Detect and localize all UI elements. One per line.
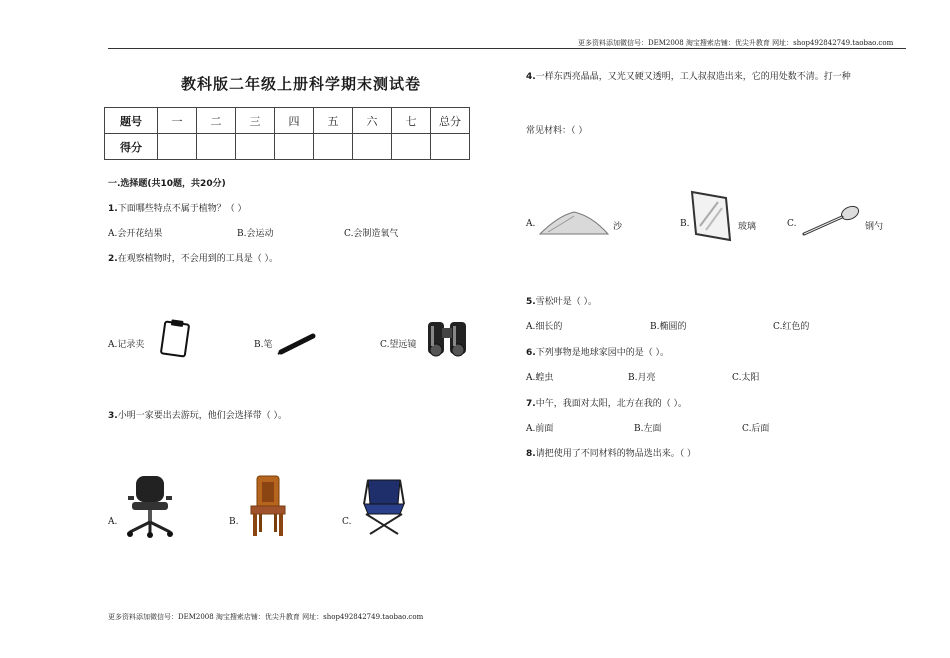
q1-option-b[interactable]: B.会运动 [237, 229, 274, 239]
score-table [104, 107, 470, 160]
score-table-cell: 六 [353, 108, 392, 134]
question-1 [108, 201, 247, 214]
wooden-chair-icon [245, 474, 291, 538]
q2-option-b[interactable]: B.笔 [254, 340, 273, 350]
score-table-cell: 得分 [105, 134, 158, 160]
score-input-cell[interactable] [431, 134, 470, 160]
score-input-cell[interactable] [353, 134, 392, 160]
score-input-cell[interactable] [158, 134, 197, 160]
q7-option-c[interactable]: C.后面 [742, 424, 770, 434]
q6-option-b[interactable]: B.月亮 [628, 373, 656, 383]
q4-option-c[interactable]: C. [787, 219, 797, 229]
question-text: 在观察植物时，不会用到的工具是（ ）。 [117, 254, 279, 264]
sand-pile-icon [538, 206, 610, 238]
score-table-cell: 题号 [105, 108, 158, 134]
q3-option-b[interactable]: B. [229, 517, 239, 527]
question-number: 7. [526, 399, 536, 409]
page-title: 教科版二年级上册科学期末测试卷 [181, 75, 422, 93]
score-table-cell: 一 [158, 108, 197, 134]
clipboard-icon [156, 318, 194, 358]
score-input-cell[interactable] [314, 134, 353, 160]
score-table-cell: 三 [236, 108, 275, 134]
question-4 [526, 69, 851, 82]
score-input-cell[interactable] [236, 134, 275, 160]
footer-note: 更多资料添加微信号：DEM2008 淘宝搜索店铺：优尖升教育 网址：shop492842749.taobao.com [108, 613, 424, 621]
score-table-cell: 四 [275, 108, 314, 134]
q1-option-a[interactable]: A.会开花结果 [108, 229, 163, 239]
header-note: 更多资料添加微信号：DEM2008 淘宝搜索店铺：优尖升教育 网址：shop492842749.taobao.com [578, 39, 894, 47]
q5-option-b[interactable]: B.椭圆的 [650, 322, 687, 332]
q4-option-b[interactable]: B. [680, 219, 690, 229]
binoculars-icon [424, 316, 470, 358]
q2-option-c[interactable]: C.望远镜 [380, 340, 417, 350]
question-8 [526, 446, 696, 459]
score-table-cell: 二 [197, 108, 236, 134]
q4-option-c-label: 钢勺 [865, 222, 884, 232]
score-input-cell[interactable] [392, 134, 431, 160]
question-4-continued: 常见材料：（ ） [526, 126, 588, 136]
question-number: 2. [108, 254, 118, 264]
score-table-cell: 七 [392, 108, 431, 134]
question-number: 1. [108, 204, 118, 214]
question-text: 请把使用了不同材料的物品选出来。（ ） [535, 449, 697, 459]
q1-option-c[interactable]: C.会制造氧气 [344, 229, 399, 239]
question-7 [526, 396, 687, 409]
question-3 [108, 408, 287, 421]
question-number: 8. [526, 449, 536, 459]
question-2 [108, 251, 278, 264]
score-table-header-row [105, 108, 470, 134]
question-text: 下列事物是地球家园中的是（ ）。 [535, 348, 670, 358]
question-6 [526, 345, 669, 358]
score-input-cell[interactable] [275, 134, 314, 160]
glass-pane-icon [690, 190, 732, 242]
question-number: 5. [526, 297, 536, 307]
score-input-cell[interactable] [197, 134, 236, 160]
pen-icon [277, 332, 317, 356]
steel-spoon-icon [800, 204, 862, 238]
q7-option-a[interactable]: A.前面 [526, 424, 554, 434]
q3-option-c[interactable]: C. [342, 517, 352, 527]
folding-chair-icon [358, 474, 410, 536]
score-table-score-row [105, 134, 470, 160]
q5-option-c[interactable]: C.红色的 [773, 322, 810, 332]
q2-option-a[interactable]: A.记录夹 [108, 340, 145, 350]
q6-option-a[interactable]: A.蝗虫 [526, 373, 554, 383]
q6-option-c[interactable]: C.太阳 [732, 373, 760, 383]
score-table-cell: 五 [314, 108, 353, 134]
q4-option-a[interactable]: A. [526, 219, 536, 229]
q5-option-a[interactable]: A.细长的 [526, 322, 563, 332]
question-5 [526, 294, 597, 307]
q7-option-b[interactable]: B.左面 [634, 424, 662, 434]
question-text: 一样东西亮晶晶，又光又硬又透明，工人叔叔造出来，它的用处数不清。打一种 [535, 72, 851, 82]
question-text: 中午，我面对太阳，北方在我的（ ）。 [535, 399, 688, 409]
section-heading: 一.选择题(共10题，共20分) [108, 179, 226, 189]
question-text: 雪松叶是（ ）。 [535, 297, 598, 307]
question-number: 3. [108, 411, 118, 421]
office-chair-icon [124, 474, 176, 538]
question-text: 下面哪些特点不属于植物？（ ） [117, 204, 247, 214]
question-text: 小明一家要出去游玩，他们会选择带（ ）。 [117, 411, 288, 421]
question-number: 4. [526, 72, 536, 82]
header-divider [108, 48, 906, 49]
q3-option-a[interactable]: A. [108, 517, 118, 527]
q4-option-b-label: 玻璃 [738, 222, 757, 232]
question-number: 6. [526, 348, 536, 358]
score-table-cell: 总分 [431, 108, 470, 134]
q4-option-a-label: 沙 [613, 222, 623, 232]
